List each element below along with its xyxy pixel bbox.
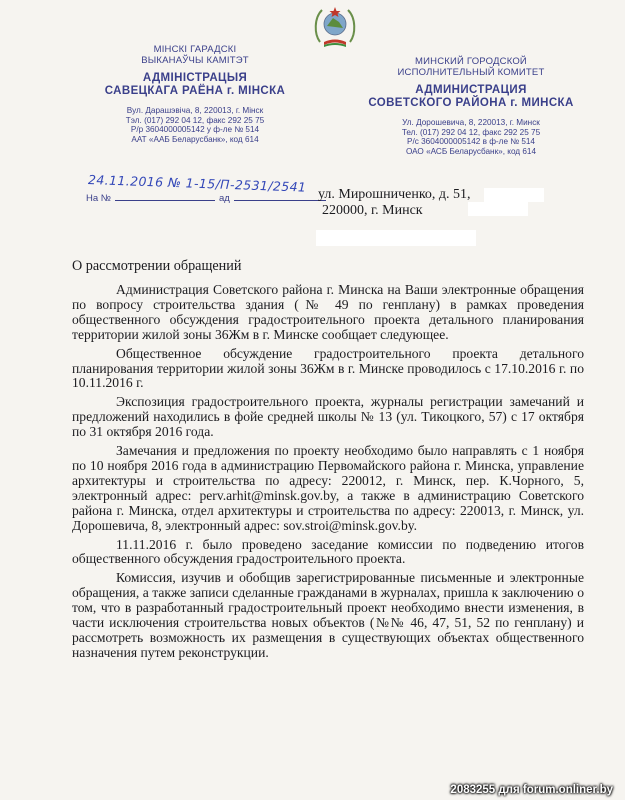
letterhead-russian	[356, 56, 586, 156]
org-name-line: ВЫКАНАЎЧЫ КАМІТЭТ	[141, 55, 249, 66]
org-bank: ААТ «ААБ Беларусбанк», код 614	[131, 134, 259, 144]
letter-subject: О рассмотрении обращений	[72, 258, 242, 274]
administration-title: САВЕЦКАГА РАЁНА г. МІНСКА	[104, 85, 286, 97]
body-paragraph: Замечания и предложения по проекту необходимо было направлять с 1 ноября по 10 ноября 2016 года в администрацию Первомайского района г. Минска, управление архитектуры и строительства по адресу: 220012, г. Минск, пер. К.Чорного, 5, электронный адрес: perv.arhit@minsk.gov.by, а также в администрацию Советского района г. Минска, отдел архитектуры и строительства по адресу: 220013, г. Минск, ул. Дорошевича, 8, электронный адрес: sov.stroi@minsk.gov.by.	[72, 443, 584, 533]
redaction-block	[316, 230, 476, 246]
reference-line	[86, 193, 326, 204]
handwritten-outgoing-number: 24.11.2016 № 1-15/П-2531/2541	[87, 172, 307, 195]
body-paragraph: Общественное обсуждение градостроительного проекта детального планирования территории жилой зоны 36Жм в г. Минске проводилось с 17.10.2016 г. по 10.11.2016 г.	[72, 345, 584, 391]
org-phone: Тэл. (017) 292 04 12, факс 292 25 75	[125, 115, 265, 125]
body-paragraph: Комиссия, изучив и обобщив зарегистрированные письменные и электронные обращения, а также записи сделанные гражданами в журналах, пришла к заключению о том, что в разработанный градостроительный проект необходимо внести изменения, в части исключения строительства новых объектов (№№ 46, 47, 51, 52 по генплану) и рассмотреть возможность их размещения в существующих объектах общественного назначения путем реконструкции.	[72, 570, 584, 660]
body-paragraph: Экспозиция градостроительного проекта, журналы регистрации замечаний и предложений находились в фойе средней школы № 13 (ул. Тикоцкого, 57) с 17 октября по 31 октября 2016 года.	[72, 394, 584, 440]
addressee-street: ул. Мирошниченко, д. 51,	[318, 187, 471, 202]
administration-title: АДМІНІСТРАЦЫЯ	[142, 72, 248, 84]
redaction-block	[468, 202, 528, 216]
org-address: Ул. Дорошевича, 8, 220013, г. Минск	[402, 118, 540, 127]
redaction-block	[484, 188, 544, 202]
org-bank: ОАО «АСБ Беларусбанк», код 614	[405, 146, 537, 156]
org-name-line: ИСПОЛНИТЕЛЬНЫЙ КОМИТЕТ	[397, 67, 545, 78]
org-name-line: МІНСКІ ГАРАДСКІ	[153, 44, 237, 55]
addressee-city: 220000, г. Минск	[322, 203, 423, 218]
body-paragraph: 11.11.2016 г. было проведено заседание комиссии по подведению итогов общественного обсуждения градостроительного проекта.	[72, 536, 584, 567]
reference-label: На №	[86, 193, 111, 204]
org-account: Р/с 3604000005142 в ф-ле № 514	[407, 137, 535, 147]
reference-separator: ад	[218, 193, 230, 204]
org-account: Р/р 3604000005142 у ф-ле № 514	[130, 125, 260, 135]
reference-blank	[234, 200, 326, 201]
org-phone: Тел. (017) 292 04 12, факс 292 25 75	[401, 127, 541, 137]
org-address: Вул. Дарашэвіча, 8, 220013, г. Мінск	[126, 106, 264, 115]
reference-blank	[115, 200, 215, 201]
addressee-block	[318, 187, 471, 219]
forum-watermark: 2083255 для forum.onliner.by	[450, 784, 613, 796]
body-paragraph: Администрация Советского района г. Минска на Ваши электронные обращения по вопросу строительства здания (№ 49 по генплану) в рамках проведения общественного обсуждения градостроительного проекта детального планирования территории жилой зоны 36Жм в г. Минске сообщает следующее.	[72, 282, 584, 342]
letter-body	[72, 283, 584, 661]
administration-title: СОВЕТСКОГО РАЙОНА г. МИНСКА	[368, 97, 574, 109]
org-name-line: МИНСКИЙ ГОРОДСКОЙ	[415, 56, 527, 67]
administration-title: АДМИНИСТРАЦИЯ	[415, 84, 527, 96]
letterhead-belarusian	[90, 44, 300, 144]
state-emblem-icon	[312, 4, 358, 48]
